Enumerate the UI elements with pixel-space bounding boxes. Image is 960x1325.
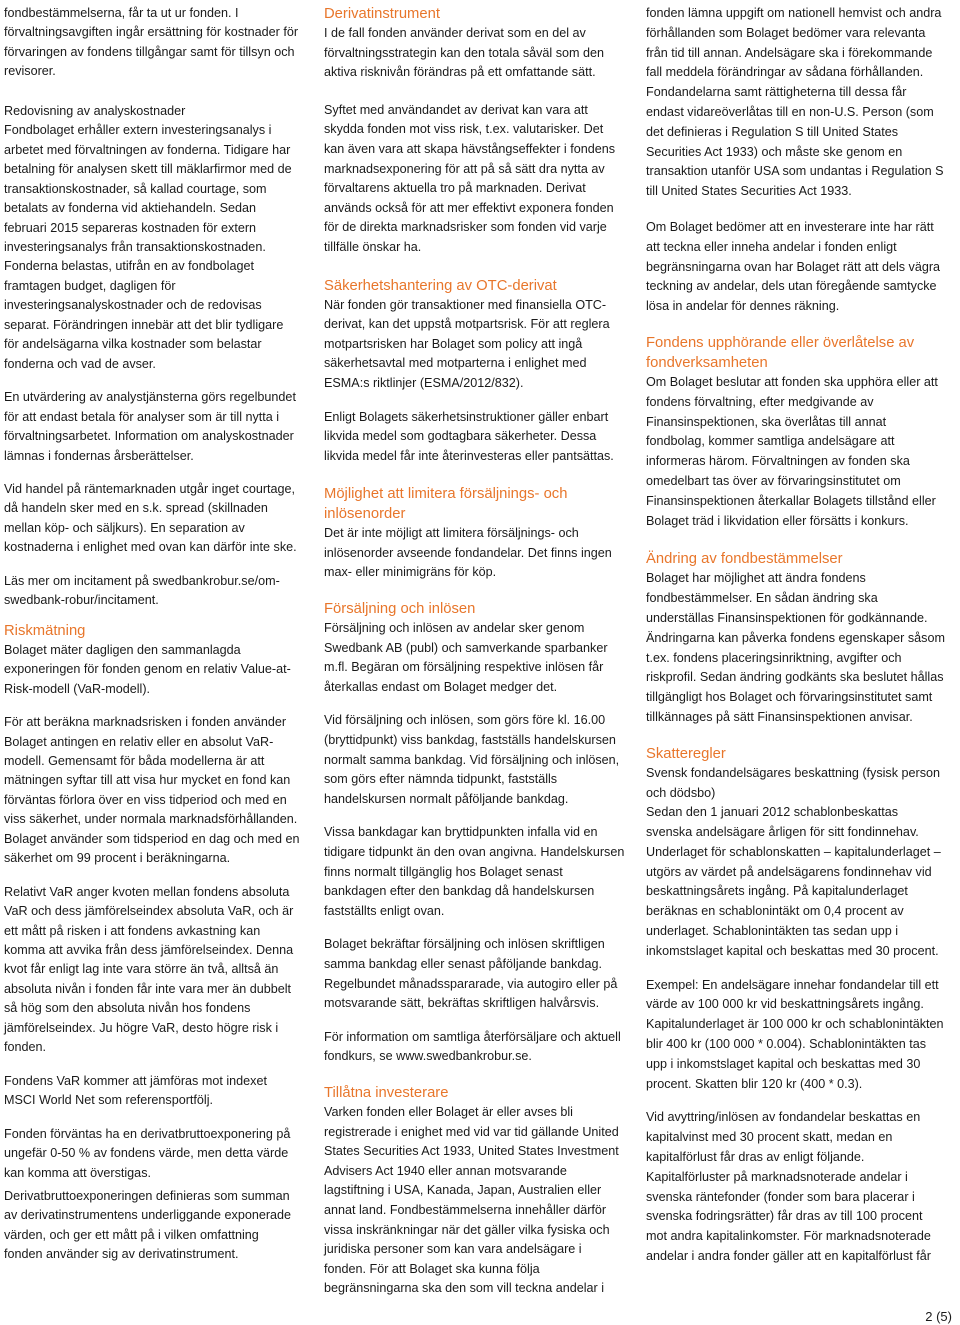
paragraph: Derivatbruttoexponeringen definieras som summan av derivatinstrumentens underliggande exponerade värden, och ger ett mått på i vilken omfattning fonden använder sig av derivatinstrument. (4, 1189, 292, 1262)
paragraph: För information om samtliga återförsäljare och aktuell fondkurs, se www.swedbankrobur.se. (324, 1029, 621, 1064)
section-heading: Riskmätning (4, 622, 86, 639)
paragraph: Bolaget mäter dagligen den sammanlagda exponeringen för fonden genom en relativ Value-at-Risk-modell (VaR-modell). (4, 642, 291, 696)
paragraph: Det är inte möjligt att limitera försäljnings- och inlösenorder avseende fondandelar. Det finns ingen max- eller minimigräns för köp. (324, 526, 612, 580)
paragraph: Fondens VaR kommer att jämföras mot indexet MSCI World Net som referensportfölj. (4, 1073, 267, 1108)
paragraph: Fonden förväntas ha en derivatbruttoexponering på ungefär 0-50 % av fondens värde, men detta värde kan komma att överstigas. (4, 1126, 291, 1180)
column-left (4, 4, 300, 1279)
paragraph: Exempel: En andelsägare innehar fondandelar till ett värde av 100 000 kr vid beskattningsårets ingång. Kapitalunderlaget är 100 000 kr och schablonintäkten blir 400 kr (100 000 * 0.004). Schablonintäkten tas upp i inkomstslaget kapital och beskattas med 30 procent. Skatten blir 120 kr (400 * 0.3). (646, 977, 944, 1091)
section-heading: Möjlighet att limitera försäljnings- och inlösenorder (324, 486, 568, 523)
paragraph: fonden lämna uppgift om nationell hemvist och andra förhållanden som Bolaget bedömer vara relevanta från tid till annan. Andelsägare ska i förekommande fall meddela förändringar av sådana förhållanden. Fondandelarna samt rättigheterna till dessa får endast vidareöverlåtas till en non-U.S. Person (som det definieras i Regulation S till United States Securities Act 1933) och måste ske genom en transaktion utanför USA som undantas i Regulation S till United States Securities Act 1933. (646, 6, 944, 199)
paragraph: fondbestämmelserna, får ta ut ur fonden. I förvaltningsavgiften ingår ersättning för kostnader för förvaringen av fondens tillgångar samt för tillsyn och revisorer. (4, 6, 299, 79)
paragraph: Sedan den 1 januari 2012 schablonbeskattas svenska andelsägare årligen för sitt fondinnehav. Underlaget för schablonskatten – kapitalunderlaget – utgörs av värdet på andelsägarens fondinnehav vid beskattningsårets ingång. På kapitalunderlaget beräknas en schablonintäkt om 0,4 procent av underlaget. Schablonintäkten tas sedan upp i inkomstslaget kapital och beskattas med 30 procent. (646, 805, 941, 958)
column-middle (324, 4, 626, 1313)
paragraph: Vissa bankdagar kan bryttidpunkten infalla vid en tidigare tidpunkt än den ovan angivna. Handelskursen finns normalt tillgänglig hos Bolaget senast bankdagen efter den bankdag då handelskursen fastställts enligt ovan. (324, 825, 625, 918)
section-heading: Ändring av fondbestämmelser (646, 551, 843, 568)
section-heading: Säkerhetshantering av OTC-derivat (324, 277, 557, 294)
paragraph: Bolaget har möjlighet att ändra fondens fondbestämmelser. En sådan ändring ska underställas Finansinspektionen för godkännande. Ändringarna kan påverka fondens egenskaper såsom t.ex. fondens placeringsinriktning, avgifter och riskprofil. Sedan ändring godkänts ska beslutet hållas tillgängligt hos Bolaget och förvaringsinstitutet samt tillkännages på sätt Finansinspektionen anvisar. (646, 571, 945, 724)
paragraph: Varken fonden eller Bolaget är eller avses bli registrerade i enighet med vid var tid gällande United States Securities Act 1933, United States Investment Advisers Act 1940 eller annan motsvarande lagstiftning i USA, Kanada, Japan, Australien eller annat land. Fondbestämmelserna innehåller därför vissa inskränkningar när det gäller vilka fysiska och juridiska personer som kan vara andelsägare i fonden. För att Bolaget ska kunna följa begränsningarna ska den som vill teckna andelar i (324, 1104, 619, 1296)
paragraph: Vid handel på räntemarknaden utgår inget courtage, då handeln sker med en s.k. spread (skillnaden mellan köp- och säljkurs). En separation av kostnaderna i enlighet med ovan kan därför inte ske. (4, 481, 297, 555)
section-heading: Skatteregler (646, 745, 726, 762)
paragraph: Enligt Bolagets säkerhetsinstruktioner gäller enbart likvida medel som godtagbara säkerheter. Dessa likvida medel får inte återinvesteras eller pantsättas. (324, 409, 614, 463)
paragraph: En utvärdering av analystjänsterna görs regelbundet för att endast betala för analyser som är till nytta i förvaltningsarbetet. Information om analyskostnader lämnas i fondernas årsberättelser. (4, 390, 296, 463)
paragraph: Syftet med användandet av derivat kan vara att skydda fonden mot viss risk, t.ex. valutarisker. Det kan även vara att skapa hävstångseffekter i fondens marknadsexponering för att på så sätt dra nytta av förvaltarens aktuella tro på marknaden. Derivat används också för att mer effektivt exponera fonden för de direkta marknadsrisker som fonden vid varje tillfälle önskar ha. (324, 102, 616, 254)
column-right (646, 4, 946, 1281)
paragraph: Om Bolaget bedömer att en investerare inte har rätt att teckna eller inneha andelar i fonden enligt begränsningarna ovan har Bolaget rätt att dels vägra teckning av andelar, dels utan föregående samtycke lösa in andelar för dennes räkning. (646, 219, 941, 314)
paragraph: Relativt VaR anger kvoten mellan fondens absoluta VaR och dess jämförelseindex absoluta VaR, och är ett mått på risken i att fondens avkastning kan komma att avvika från dess jämförelseindex. Denna kvot får enligt lag inte vara större än två, alltså än absoluta nivån i fonden får inte vara mer än dubbelt så hög som den absoluta nivån hos fondens jämförelseindex. Ju högre VaR, desto högre risk i fonden. (4, 884, 294, 1055)
paragraph: När fonden gör transaktioner med finansiella OTC-derivat, kan det uppstå motpartsrisk. För att reglera motpartsrisken har Bolaget som policy att ingå säkerhetsavtal med motparterna i enlighet med ESMA:s riktlinjer (ESMA/2012/832). (324, 297, 610, 390)
section-heading: Fondens upphörande eller överlåtelse av fondverksamheten (646, 334, 915, 371)
paragraph: Vid avyttring/inlösen av fondandelar beskattas en kapitalvinst med 30 procent skatt, medan en kapitalförlust får dras av enligt följande. Kapitalförluster på marknadsnoterade andelar i svenska räntefonder (fonder som bara placerar i svenska fodringsrätter) får dras av till 100 procent mot andra kapitalinkomster. För marknadsnoterade andelar i andra fonder gäller att en kapitalförlust får (646, 1110, 931, 1264)
section-heading: Tillåtna investerare (324, 1084, 449, 1101)
section-subheading: Svensk fondandelsägares beskattning (fysisk person och dödsbo) (646, 765, 941, 800)
paragraph: Om Bolaget beslutar att fonden ska upphöra eller att fondens förvaltning, efter medgivande av Finansinspektionen, ska överlåtas till annat fondbolag, kommer samtliga andelsägare att informeras härom. Förvaltningen av fonden ska omedelbart tas över av förvaringsinstitutet om Finansinspektionen återkallar Bolagets tillstånd eller Bolaget träd i likvidation eller försätts i konkurs. (646, 374, 938, 528)
paragraph: I de fall fonden använder derivat som en del av förvaltningsstrategin kan den totala såväl som den aktiva risknivån förändras på ett omfattande sätt. (324, 26, 605, 80)
paragraph: Fondbolaget erhåller extern investeringsanalys i arbetet med förvaltningen av fonderna. Tidigare har betalning för analysen skett till mäklarfirmor med de transaktionskostnader, så kallad courtage, som betalats av fonderna vid aktiehandeln. Sedan februari 2015 separeras kostnaden för extern investeringsanalys från transaktionskostnaden. Fonderna belastas, utifrån en av fondbolaget framtagen budget, dagligen för investeringsanalyskostnader och de redovisas separat. Förändringen innebär att det blir tydligare för andelsägarna vilka kostnader som belastar fonderna och vad de avser. (4, 123, 292, 371)
paragraph: Läs mer om incitament på swedbankrobur.se/om-swedbank-robur/incitament. (4, 573, 280, 608)
section-heading: Försäljning och inlösen (324, 601, 476, 618)
paragraph: Försäljning och inlösen av andelar sker genom Swedbank AB (publ) och samverkande sparbanker m.fl. Begäran om försäljning respektive inlösen får återkallas endast om Bolaget medger det. (324, 621, 608, 694)
section-heading: Derivatinstrument (324, 6, 440, 22)
paragraph: För att beräkna marknadsrisken i fonden använder Bolaget antingen en relativ eller en absolut VaR-modell. Gemensamt för båda modellerna är att mätningen syftar till att visa hur mycket en fond kan förväntas förlora över en viss tidperiod och med en viss säkerhet, under normala marknadsförhållanden. Bolaget använder som tidsperiod en dag och med en säkerhet om 99 procent i beräkningarna. (4, 715, 300, 866)
page-number: 2 (5) (925, 1309, 952, 1324)
paragraph: Bolaget bekräftar försäljning och inlösen skriftligen samma bankdag eller senast påföljande bankdag. Regelbundet månadsspararade, via autogiro eller på motsvarande sätt, bekräftas skriftligen halvårsvis. (324, 937, 618, 1011)
section-subheading: Redovisning av analyskostnader (4, 103, 186, 118)
paragraph: Vid försäljning och inlösen, som görs före kl. 16.00 (bryttidpunkt) viss bankdag, fastställs handelskursen normalt samma bankdag. Vid försäljning och inlösen, som görs efter nämnda tidpunkt, fastställs handelskursen normalt påföljande bankdag. (324, 713, 620, 806)
